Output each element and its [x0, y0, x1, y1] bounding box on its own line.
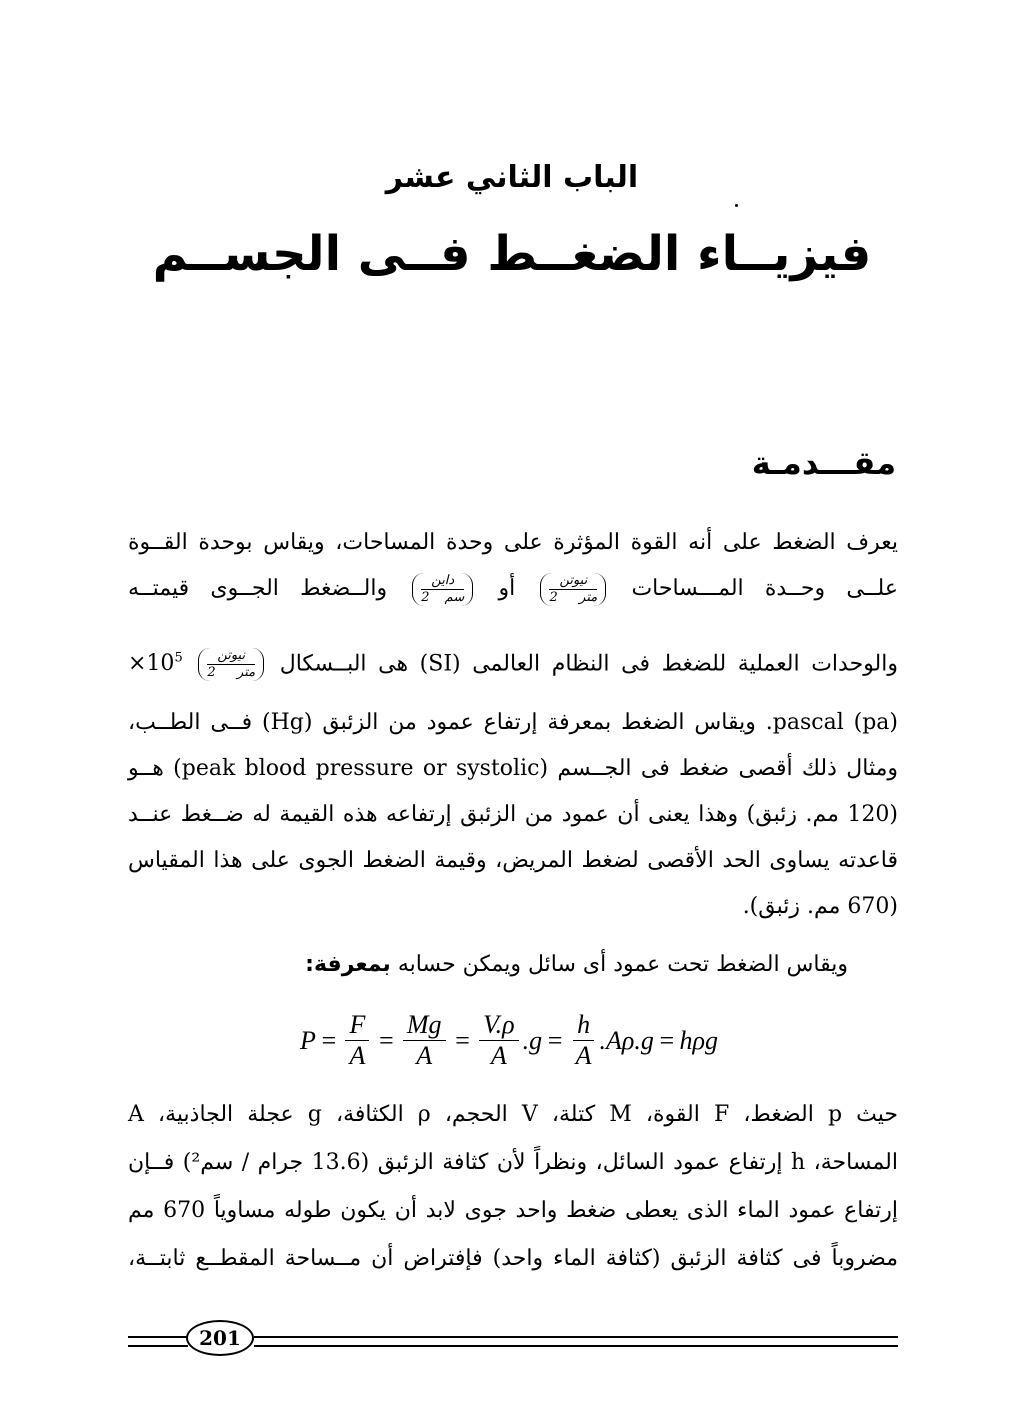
equals-sign: = — [319, 1025, 338, 1055]
formula-numerator: F — [345, 1010, 369, 1041]
stray-dot — [735, 204, 738, 207]
fraction-numerator: نيوتن — [207, 648, 255, 665]
fraction-newton-per-m2 — [540, 573, 606, 606]
fraction-numerator: داين — [421, 573, 464, 590]
formula-numerator: h — [573, 1010, 594, 1041]
definitions-line-4: مضروباً فى كثافة الزئبق (كثافة الماء واحد) فإفتراض أن مــساحة المقطــع ثابتــة، — [128, 1246, 898, 1271]
intro-line-3-b: والوحدات العملية للضغط فى النظام العالمى (SI) هى البــسكال — [279, 651, 898, 677]
equals-sign: = — [377, 1025, 395, 1055]
formula-denominator: A — [575, 1041, 592, 1070]
intro-line-7: قاعدته يساوى الحد الأقصى لضغط المريض، وقيمة الضغط الجوى على هذا المقياس — [128, 848, 898, 873]
formula-fraction — [345, 1010, 369, 1071]
fraction-denominator: متر 2 — [549, 589, 598, 605]
intro-line-2-b: أو — [498, 576, 516, 601]
formula-numerator: Mg — [403, 1010, 446, 1041]
intro-line-1: يعرف الضغط على أنه القوة المؤثرة على وحدة المساحات، ويقاس بوحدة القــوة — [128, 530, 898, 555]
formula-intro-bold: بمعرفة: — [305, 952, 391, 977]
base-ten: 10 — [146, 651, 175, 677]
intro-line-2-a: علــى وحــدة المـــساحات — [631, 576, 898, 601]
equals-sign: = — [657, 1025, 676, 1055]
chapter-label: الباب الثاني عشر — [385, 160, 639, 195]
fraction-dyne-per-cm2 — [412, 573, 473, 606]
intro-line-8: (670 مم. زئبق). — [742, 894, 898, 919]
intro-line-5: ومثال ذلك أقصى ضغط فى الجــسم (peak blood pressure or systolic) هــو — [128, 756, 898, 781]
formula-g: .g — [522, 1025, 543, 1055]
exponent: 5 — [174, 651, 183, 666]
section-heading: مقـــدمـة — [751, 444, 896, 482]
fraction-numerator: نيوتن — [549, 573, 597, 590]
intro-line-3 — [128, 636, 898, 687]
footer-rule-left — [128, 1336, 188, 1347]
formula-p: P — [300, 1025, 316, 1055]
fraction-denominator: سم 2 — [421, 589, 465, 605]
formula-result: hρg — [679, 1025, 718, 1055]
intro-line-6: (120 مم. زئبق) وهذا يعنى أن عمود من الزئبق إرتفاعه هذه القيمة له ضــغط عنــد — [128, 802, 898, 827]
definitions-line-1: حيث p الضغط، F القوة، M كتلة، V الحجم، ρ الكثافة، g عجلة الجاذبية، A — [128, 1102, 898, 1127]
formula-fraction — [403, 1010, 446, 1071]
formula-fraction — [572, 1010, 596, 1071]
chapter-title: فيزيــاء الضغــط فــى الجســم — [152, 226, 872, 282]
definitions-line-2: المساحة، h إرتفاع عمود السائل، ونظراً لأن كثافة الزئبق (13.6 جرام / سم²) فــإن — [128, 1150, 898, 1175]
fraction-newton-per-m2 — [198, 648, 264, 681]
formula-denominator: A — [490, 1041, 507, 1070]
formula-tail: .Aρ.g — [599, 1025, 654, 1055]
formula-numerator: V.ρ — [479, 1010, 519, 1041]
page-number: 201 — [186, 1320, 254, 1356]
fraction-denominator: متر 2 — [207, 664, 256, 680]
equals-sign: = — [453, 1025, 472, 1055]
formula-fraction — [479, 1010, 519, 1071]
formula-denominator: A — [349, 1041, 366, 1070]
equals-sign: = — [546, 1025, 564, 1055]
formula-intro — [305, 952, 848, 977]
intro-line-2 — [128, 566, 898, 612]
footer-rule-right — [254, 1336, 898, 1347]
formula-intro-text: ويقاس الضغط تحت عمود أى سائل ويمكن حسابه — [390, 952, 848, 977]
definitions-line-3: إرتفاع عمود الماء الذى يعطى ضغط واحد جوى لابد أن يكون طوله مساوياً 670 مم — [128, 1198, 898, 1223]
pressure-formula — [300, 1010, 718, 1071]
times-sign: × — [128, 651, 147, 677]
formula-denominator: A — [416, 1041, 433, 1070]
intro-line-2-c: والــضغط الجــوى قيمتــه — [128, 576, 388, 601]
atm-value — [128, 651, 183, 676]
intro-line-4: pascal (pa). ويقاس الضغط بمعرفة إرتفاع عمود من الزئبق (Hg) فــى الطــب، — [128, 710, 898, 735]
